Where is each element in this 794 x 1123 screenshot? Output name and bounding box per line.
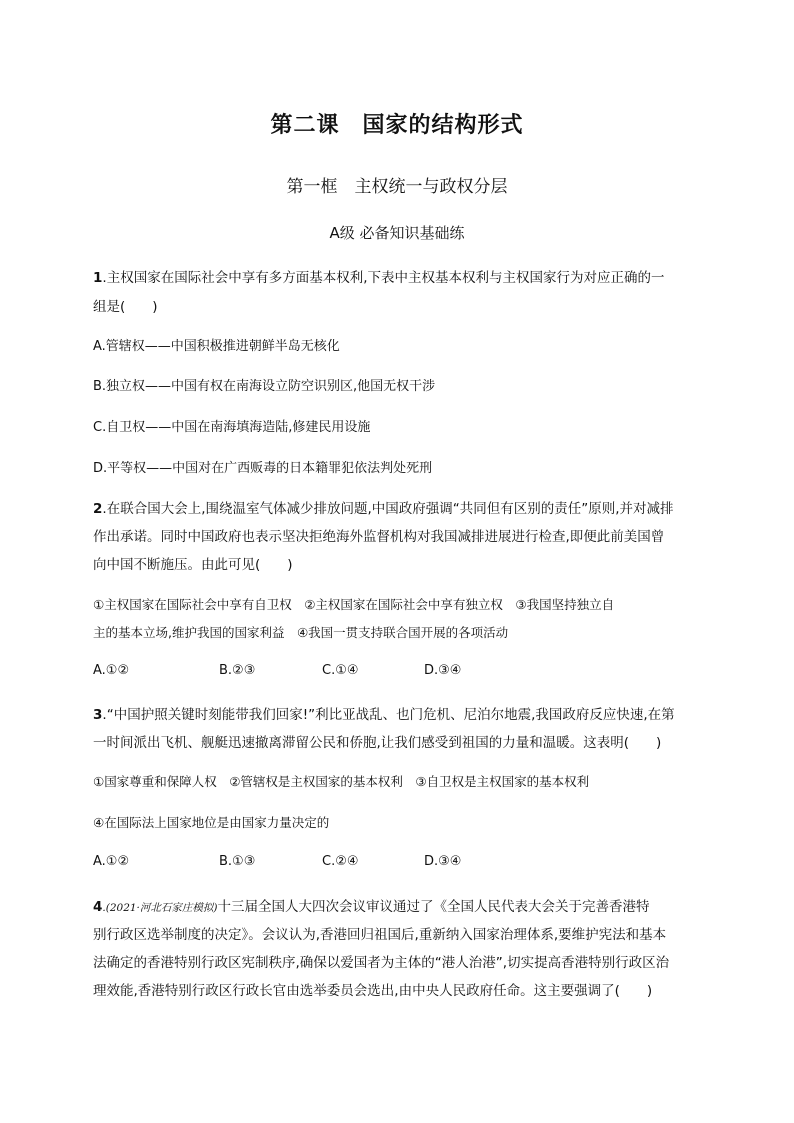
question-3-choice-d: D.③④: [424, 854, 462, 869]
question-3-items-line-1: ①国家尊重和保障人权 ②管辖权是主权国家的基本权利 ③自卫权是主权国家的基本权利: [93, 774, 590, 789]
question-number: 1: [93, 270, 103, 286]
question-3-items-line-2: ④在国际法上国家地位是由国家力量决定的: [93, 815, 330, 830]
question-1-option-b: B.独立权——中国有权在南海设立防空识别区,他国无权干涉: [93, 379, 436, 394]
question-1-option-a: A.管辖权——中国积极推进朝鲜半岛无核化: [93, 339, 340, 354]
question-3-choice-a: A.①②: [93, 854, 130, 869]
question-2-choice-b: B.②③: [219, 663, 256, 678]
lesson-subtitle: 第一框 主权统一与政权分层: [286, 177, 508, 197]
section-heading: A级 必备知识基础练: [329, 224, 465, 242]
question-1-line-2: 组是( ): [93, 299, 158, 315]
question-2-line-2: 作出承诺。同时中国政府也表示坚决拒绝海外监督机构对我国减排进展进行检查,即便此前美国曾: [93, 529, 665, 545]
question-text: .主权国家在国际社会中享有多方面基本权利,下表中主权基本权利与主权国家行为对应正确的一: [102, 270, 665, 286]
question-3-choice-c: C.②④: [322, 854, 359, 869]
lesson-title: 第二课 国家的结构形式: [270, 113, 524, 138]
question-3-line-2: 一时间派出飞机、舰艇迅速撤离滞留公民和侨胞,让我们感受到祖国的力量和温暖。这表明( ): [93, 735, 662, 751]
question-1-option-d: D.平等权——中国对在广西贩毒的日本籍罪犯依法判处死刑: [93, 461, 433, 476]
question-number: 3: [93, 707, 103, 723]
question-number: 2: [93, 501, 103, 517]
question-text: 十三届全国人大四次会议审议通过了《全国人民代表大会关于完善香港特: [217, 899, 650, 915]
question-text: .在联合国大会上,围绕温室气体减少排放问题,中国政府强调“共同但有区别的责任”原则,并对减排: [102, 501, 674, 517]
question-2-items-line-1: ①主权国家在国际社会中享有自卫权 ②主权国家在国际社会中享有独立权 ③我国坚持独立自: [93, 597, 615, 612]
question-source: .(2021·河北石家庄模拟): [102, 902, 218, 914]
question-number: 4: [93, 899, 103, 915]
question-2-choice-a: A.①②: [93, 663, 130, 678]
question-2-line-1: [93, 497, 713, 517]
question-1-option-c: C.自卫权——中国在南海填海造陆,修建民用设施: [93, 420, 371, 435]
question-3-line-1: [93, 703, 713, 723]
question-4-line-1: [93, 895, 713, 915]
question-1-line-1: [93, 266, 713, 286]
question-4-line-3: 法确定的香港特别行政区宪制秩序,确保以爱国者为主体的“港人治港”,切实提高香港特别行政区治: [93, 955, 670, 971]
question-2-line-3: 向中国不断施压。由此可见( ): [93, 557, 293, 573]
question-2-choice-d: D.③④: [424, 663, 462, 678]
question-2-items-line-2: 主的基本立场,维护我国的国家利益 ④我国一贯支持联合国开展的各项活动: [93, 625, 509, 640]
question-2-choice-c: C.①④: [322, 663, 359, 678]
question-3-choice-b: B.①③: [219, 854, 256, 869]
question-text: .“中国护照关键时刻能带我们回家!”利比亚战乱、也门危机、尼泊尔地震,我国政府反应快速,在第: [102, 707, 675, 723]
question-4-line-4: 理效能,香港特别行政区行政长官由选举委员会选出,由中央人民政府任命。这主要强调了( ): [93, 983, 653, 999]
question-4-line-2: 别行政区选举制度的决定》。会议认为,香港回归祖国后,重新纳入国家治理体系,要维护宪法和基本: [93, 927, 667, 943]
